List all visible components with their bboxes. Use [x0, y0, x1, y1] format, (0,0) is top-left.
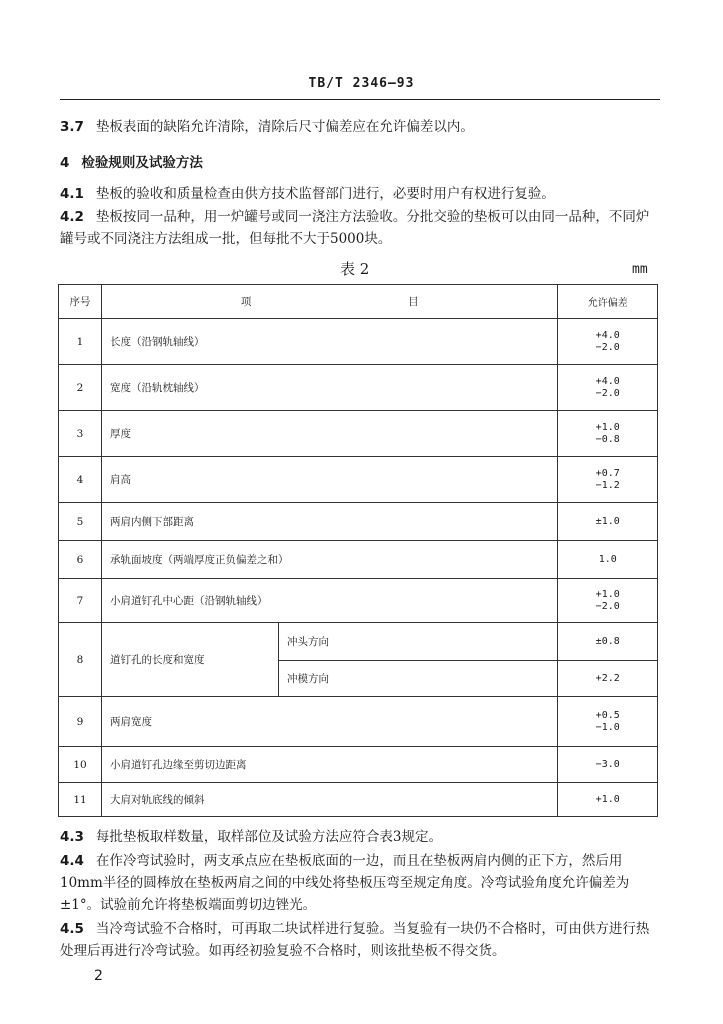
row-subitem: 冲头方向	[279, 623, 558, 661]
clause-text: 在作冷弯试验时，两支承点应在垫板底面的一边，而且在垫板两肩内侧的正下方，然后用10mm半径的圆棒放在垫板两肩之间的中线处将垫板压弯至规定角度。冷弯试验角度允许偏差为±1°。试验前允许将垫板端面剪切边锉光。	[60, 853, 630, 913]
tol-value: +1.0	[595, 793, 620, 805]
row-no: 11	[59, 783, 102, 817]
paragraph-3-7	[60, 116, 660, 138]
tol-lower: −2.0	[595, 341, 620, 353]
tol-upper: +4.0	[595, 329, 620, 341]
paragraph-4-5	[60, 918, 660, 962]
row-no: 10	[59, 747, 102, 783]
table-row	[59, 541, 658, 579]
clause-number: 4.3	[60, 829, 84, 845]
tol-upper: +1.0	[595, 588, 620, 600]
header-item	[102, 285, 558, 319]
section-4-title	[60, 152, 660, 174]
tol-lower: −2.0	[595, 600, 620, 612]
row-tolerance	[558, 541, 658, 579]
table-row	[59, 411, 658, 457]
row-item: 宽度（沿轨枕轴线）	[102, 365, 558, 411]
row-no: 5	[59, 503, 102, 541]
row-tolerance: ±0.8	[558, 623, 658, 661]
row-tolerance: +2.2	[558, 661, 658, 697]
row-no: 6	[59, 541, 102, 579]
paragraph-4-3	[60, 826, 660, 848]
row-item: 两肩宽度	[102, 697, 558, 747]
tol-upper: +0.7	[595, 467, 620, 479]
table-row	[59, 697, 658, 747]
page-number: 2	[94, 968, 103, 984]
tol-lower: −0.8	[595, 433, 620, 445]
row-tolerance	[558, 365, 658, 411]
row-item: 承轨面坡度（两端厚度正负偏差之和）	[102, 541, 558, 579]
tol-lower: −1.0	[595, 721, 620, 733]
table-header-row	[59, 285, 658, 319]
row-no: 8	[59, 623, 102, 697]
paragraph-4-1	[60, 183, 660, 205]
header-no: 序号	[59, 285, 102, 319]
tol-upper: +0.5	[595, 709, 620, 721]
clause-text: 垫板的验收和质量检查由供方技术监督部门进行，必要时用户有权进行复验。	[95, 186, 555, 202]
row-tolerance	[558, 747, 658, 783]
header-rule	[60, 99, 660, 100]
row-item: 小肩道钉孔边缘至剪切边距离	[102, 747, 558, 783]
clause-number: 4.2	[60, 209, 84, 225]
tol-upper: +4.0	[595, 375, 620, 387]
tolerance-table	[58, 284, 658, 817]
row-item: 肩高	[102, 457, 558, 503]
table-unit: mm	[632, 262, 648, 277]
table-row	[59, 783, 658, 817]
row-item: 小肩道钉孔中心距（沿钢轨轴线）	[102, 579, 558, 623]
header-tolerance: 允许偏差	[558, 285, 658, 319]
row-tolerance	[558, 579, 658, 623]
row-item: 两肩内侧下部距离	[102, 503, 558, 541]
row-no: 9	[59, 697, 102, 747]
row-no: 3	[59, 411, 102, 457]
row-tolerance	[558, 503, 658, 541]
clause-text: 垫板按同一品种，用一炉罐号或同一浇注方法验收。分批交验的垫板可以由同一品种，不同炉罐号或不同浇注方法组成一批，但每批不大于5000块。	[60, 209, 650, 247]
row-tolerance	[558, 783, 658, 817]
row-subitem: 冲模方向	[279, 661, 558, 697]
row-tolerance	[558, 697, 658, 747]
row-tolerance	[558, 411, 658, 457]
clause-number: 4.1	[60, 186, 84, 202]
table-row	[59, 747, 658, 783]
table-row	[59, 623, 658, 661]
row-no: 1	[59, 319, 102, 365]
row-item: 厚度	[102, 411, 558, 457]
table-row	[59, 579, 658, 623]
tol-upper: +1.0	[595, 421, 620, 433]
table-row	[59, 457, 658, 503]
paragraph-4-4	[60, 850, 660, 916]
table-caption: 表 2	[340, 260, 370, 278]
tol-lower: −1.2	[595, 479, 620, 491]
clause-number: 3.7	[60, 119, 84, 135]
clause-text: 垫板表面的缺陷允许清除，清除后尺寸偏差应在允许偏差以内。	[95, 119, 474, 135]
row-item: 大肩对轨底线的倾斜	[102, 783, 558, 817]
table-row	[59, 365, 658, 411]
clause-number: 4.5	[60, 921, 84, 937]
row-no: 4	[59, 457, 102, 503]
header-item-a: 项	[240, 296, 252, 308]
row-tolerance	[558, 319, 658, 365]
tol-lower: −2.0	[595, 387, 620, 399]
paragraph-4-2	[60, 206, 660, 250]
row-no: 7	[59, 579, 102, 623]
row-item: 长度（沿钢轨轴线）	[102, 319, 558, 365]
table-row	[59, 503, 658, 541]
section-number: 4	[60, 155, 70, 171]
tol-value: ±1.0	[595, 515, 620, 527]
clause-number: 4.4	[60, 853, 84, 869]
clause-text: 当冷弯试验不合格时，可再取二块试样进行复验。当复验有一块仍不合格时，可由供方进行热处理后再进行冷弯试验。如再经初验复验不合格时，则该批垫板不得交货。	[60, 921, 650, 959]
document-code-header: TB/T 2346—93	[308, 76, 415, 91]
row-no: 2	[59, 365, 102, 411]
table-row	[59, 319, 658, 365]
clause-text: 每批垫板取样数量，取样部位及试验方法应符合表3规定。	[95, 829, 443, 845]
section-title-text: 检验规则及试验方法	[81, 155, 203, 171]
row-item: 道钉孔的长度和宽度	[102, 623, 279, 697]
row-tolerance	[558, 457, 658, 503]
tol-value: 1.0	[598, 553, 617, 565]
header-item-b: 目	[408, 296, 419, 308]
tol-value: −3.0	[595, 758, 620, 770]
